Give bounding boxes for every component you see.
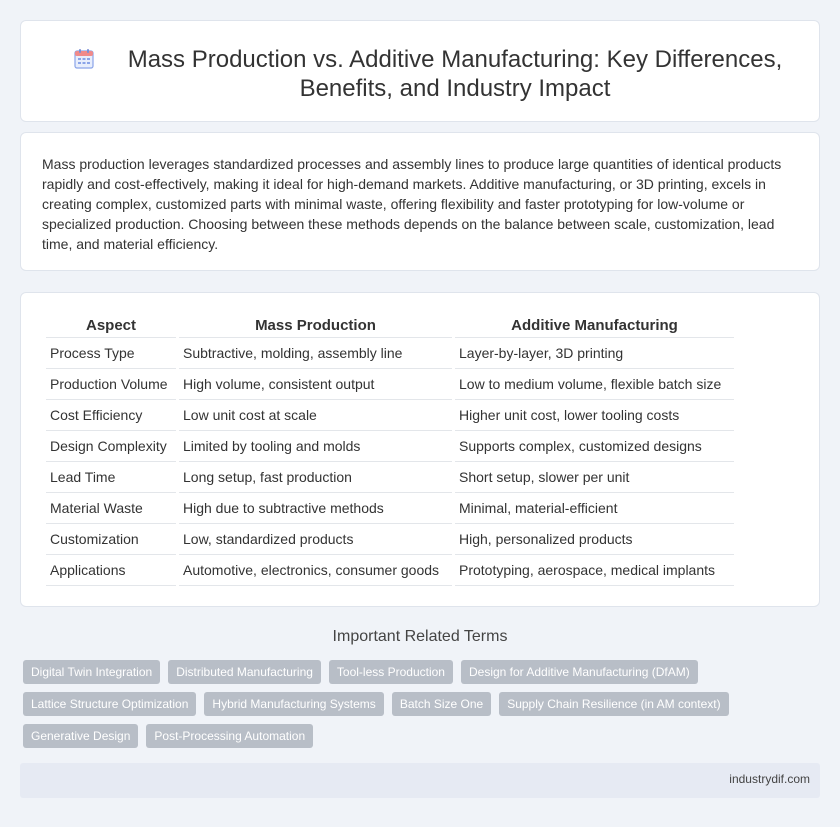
title-card bbox=[20, 20, 820, 122]
table-cell: Process Type bbox=[46, 338, 176, 369]
table-cell: Automotive, electronics, consumer goods bbox=[179, 555, 452, 586]
related-term-tag[interactable]: Digital Twin Integration bbox=[23, 660, 160, 684]
table-cell: High volume, consistent output bbox=[179, 369, 452, 400]
table-row bbox=[46, 369, 734, 400]
table-row bbox=[46, 524, 734, 555]
table-cell: Minimal, material-efficient bbox=[455, 493, 734, 524]
table-cell: High due to subtractive methods bbox=[179, 493, 452, 524]
table-cell: Applications bbox=[46, 555, 176, 586]
table-cell: Low unit cost at scale bbox=[179, 400, 452, 431]
intro-paragraph: Mass production leverages standardized processes and assembly lines to produce large quantities of identical products rapidly and cost-effectively, making it ideal for high-demand markets. Additive manufacturing, or 3D printing, excels in creating complex, customized parts with minimal waste, offering flexibility and faster prototyping for low-volume or specialized production. Choosing between these methods depends on the balance between scale, customization, lead time, and material efficiency. bbox=[42, 156, 782, 252]
table-cell: Subtractive, molding, assembly line bbox=[179, 338, 452, 369]
related-terms-heading: Important Related Terms bbox=[332, 628, 508, 645]
page-title: Mass Production vs. Additive Manufacturing: Key Differences, Benefits, and Industry Impact bbox=[127, 46, 783, 102]
related-term-tag[interactable]: Design for Additive Manufacturing (DfAM) bbox=[461, 660, 698, 684]
footer-site: industrydif.com bbox=[729, 772, 810, 786]
table-cell: Customization bbox=[46, 524, 176, 555]
table-cell: Material Waste bbox=[46, 493, 176, 524]
table-cell: High, personalized products bbox=[455, 524, 734, 555]
table-cell: Layer-by-layer, 3D printing bbox=[455, 338, 734, 369]
related-term-tag[interactable]: Distributed Manufacturing bbox=[168, 660, 321, 684]
table-row bbox=[46, 462, 734, 493]
intro-card bbox=[20, 132, 820, 271]
table-row bbox=[46, 400, 734, 431]
table-cell: Cost Efficiency bbox=[46, 400, 176, 431]
related-term-tag[interactable]: Lattice Structure Optimization bbox=[23, 692, 196, 716]
related-term-tag[interactable]: Batch Size One bbox=[392, 692, 491, 716]
table-cell: Long setup, fast production bbox=[179, 462, 452, 493]
table-row bbox=[46, 493, 734, 524]
table-cell: Design Complexity bbox=[46, 431, 176, 462]
footer bbox=[20, 763, 820, 798]
related-term-tag[interactable]: Tool-less Production bbox=[329, 660, 453, 684]
table-cell: Supports complex, customized designs bbox=[455, 431, 734, 462]
table-row bbox=[46, 431, 734, 462]
table-header-row bbox=[46, 315, 734, 338]
table-cell: Short setup, slower per unit bbox=[455, 462, 734, 493]
related-term-tag[interactable]: Generative Design bbox=[23, 724, 138, 748]
header-additive-manufacturing: Additive Manufacturing bbox=[455, 315, 734, 338]
table-row bbox=[46, 338, 734, 369]
related-terms-list bbox=[23, 660, 743, 748]
table-cell: Prototyping, aerospace, medical implants bbox=[455, 555, 734, 586]
table-cell: Low to medium volume, flexible batch size bbox=[455, 369, 734, 400]
comparison-card bbox=[20, 292, 820, 607]
header-aspect: Aspect bbox=[46, 315, 176, 338]
table-cell: Production Volume bbox=[46, 369, 176, 400]
table-cell: Limited by tooling and molds bbox=[179, 431, 452, 462]
related-term-tag[interactable]: Hybrid Manufacturing Systems bbox=[204, 692, 383, 716]
table-row bbox=[46, 555, 734, 586]
table-cell: Lead Time bbox=[46, 462, 176, 493]
comparison-table bbox=[43, 315, 737, 586]
header-mass-production: Mass Production bbox=[179, 315, 452, 338]
table-cell: Higher unit cost, lower tooling costs bbox=[455, 400, 734, 431]
table-cell: Low, standardized products bbox=[179, 524, 452, 555]
related-term-tag[interactable]: Post-Processing Automation bbox=[146, 724, 313, 748]
related-term-tag[interactable]: Supply Chain Resilience (in AM context) bbox=[499, 692, 728, 716]
